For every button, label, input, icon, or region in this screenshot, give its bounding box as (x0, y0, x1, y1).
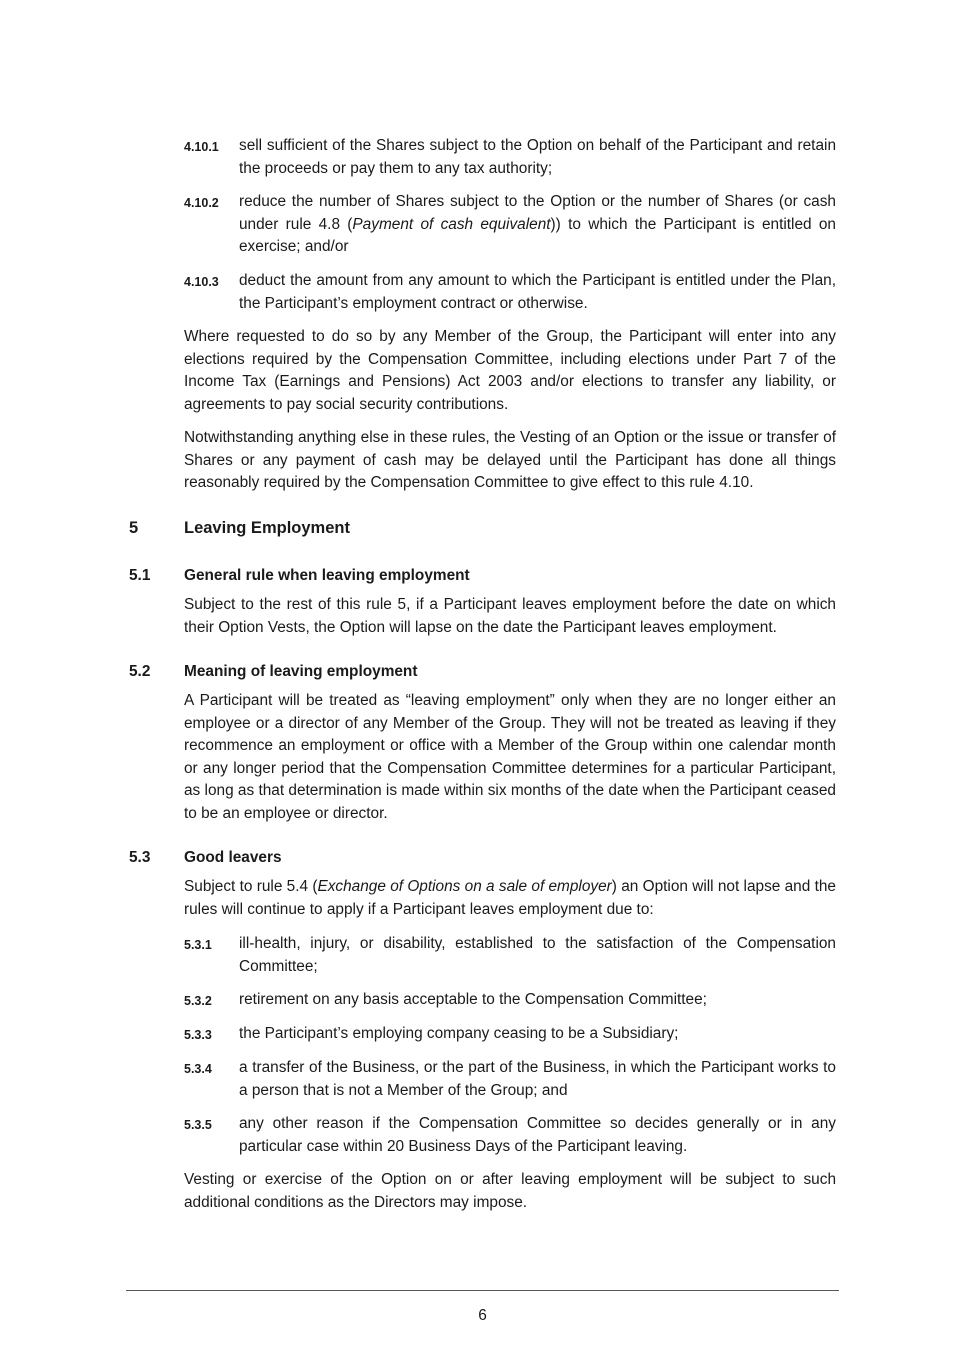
clause-number: 5.3.4 (184, 1062, 212, 1076)
subsection-number: 5.1 (129, 567, 151, 584)
footer-divider (126, 1290, 839, 1291)
clause-number: 5.3.2 (184, 994, 212, 1008)
clause-number: 4.10.3 (184, 275, 219, 289)
clause-text-part: )) to which the Participant is entitled on exercise; and/or (239, 215, 836, 255)
intro-text-part: Subject to rule 5.4 ( (184, 878, 318, 895)
clause-text: deduct the amount from any amount to which the Participant is entitled under the Plan, the Participant’s employment contract or otherwise. (239, 272, 836, 312)
clause-5-3-4 (184, 1057, 836, 1102)
clause-number: 5.3.5 (184, 1118, 212, 1132)
cross-reference-title: Payment of cash equivalent (352, 215, 551, 233)
clause-4-10-2 (184, 191, 836, 259)
intro-text-part: ) an Option will not lapse and the rules will continue to apply if a Participant leaves employment due to: (184, 878, 836, 918)
clause-text: a transfer of the Business, or the part of the Business, in which the Participant works to a person that is not a Member of the Group; and (239, 1059, 836, 1099)
subsection-intro (184, 876, 836, 921)
clause-5-3-5 (184, 1113, 836, 1158)
subsection-number: 5.2 (129, 663, 151, 680)
clause-5-3-2 (184, 989, 836, 1012)
cross-reference-title: Exchange of Options on a sale of employer (317, 878, 612, 895)
clause-number: 5.3.1 (184, 938, 212, 952)
clause-text: the Participant’s employing company ceasing to be a Subsidiary; (239, 1025, 679, 1042)
subsection-title: Meaning of leaving employment (184, 663, 418, 680)
section-title: Leaving Employment (184, 519, 350, 537)
clause-number: 4.10.2 (184, 196, 219, 210)
paragraph-delay: Notwithstanding anything else in these rules, the Vesting of an Option or the issue or transfer of Shares or any payment of cash may be delayed until the Participant has done all things reasonably required by the Compensation Committee to give effect to this rule 4.10. (184, 429, 836, 491)
section-number: 5 (129, 519, 139, 537)
clause-text: retirement on any basis acceptable to the Compensation Committee; (239, 991, 707, 1008)
clause-text: ill-health, injury, or disability, established to the satisfaction of the Compensation Committee; (239, 935, 836, 975)
clause-text: sell sufficient of the Shares subject to the Option on behalf of the Participant and retain the proceeds or pay them to any tax authority; (239, 137, 836, 177)
clause-4-10-1 (184, 135, 836, 180)
subsection-number: 5.3 (129, 849, 151, 866)
subsection-title: Good leavers (184, 849, 282, 866)
clause-number: 4.10.1 (184, 140, 219, 154)
subsection-title: General rule when leaving employment (184, 567, 470, 584)
clause-text (239, 191, 836, 259)
clause-5-3-3 (184, 1023, 836, 1046)
closing-paragraph: Vesting or exercise of the Option on or after leaving employment will be subject to such additional conditions as the Directors may impose. (184, 1171, 836, 1211)
subsection-text: Subject to the rest of this rule 5, if a Participant leaves employment before the date on which their Option Vests, the Option will lapse on the date the Participant leaves employment. (184, 596, 836, 636)
page-number: 6 (478, 1307, 487, 1324)
clause-4-10-3 (184, 270, 836, 315)
clause-text: any other reason if the Compensation Committee so decides generally or in any particular case within 20 Business Days of the Participant leaving. (239, 1115, 836, 1155)
paragraph-elections: Where requested to do so by any Member of the Group, the Participant will enter into any elections required by the Compensation Committee, including elections under Part 7 of the Income Tax (Earnings and Pensions) Act 2003 and/or elections to transfer any liability, or agreements to pay social security contributions. (184, 328, 836, 413)
subsection-text: A Participant will be treated as “leaving employment” only when they are no longer either an employee or a director of any Member of the Group. They will not be treated as leaving if they recommence an employment or office with a Member of the Group within one calendar month or any longer period that the Compensation Committee determines for a particular Participant, as long as that determination is made within six months of the date when the Participant ceased to be an employee or director. (184, 692, 836, 822)
clause-text-part: reduce the number of Shares subject to the Option or the number of Shares (or cash under rule 4.8 ( (239, 193, 836, 233)
clause-5-3-1 (184, 933, 836, 978)
clause-number: 5.3.3 (184, 1028, 212, 1042)
